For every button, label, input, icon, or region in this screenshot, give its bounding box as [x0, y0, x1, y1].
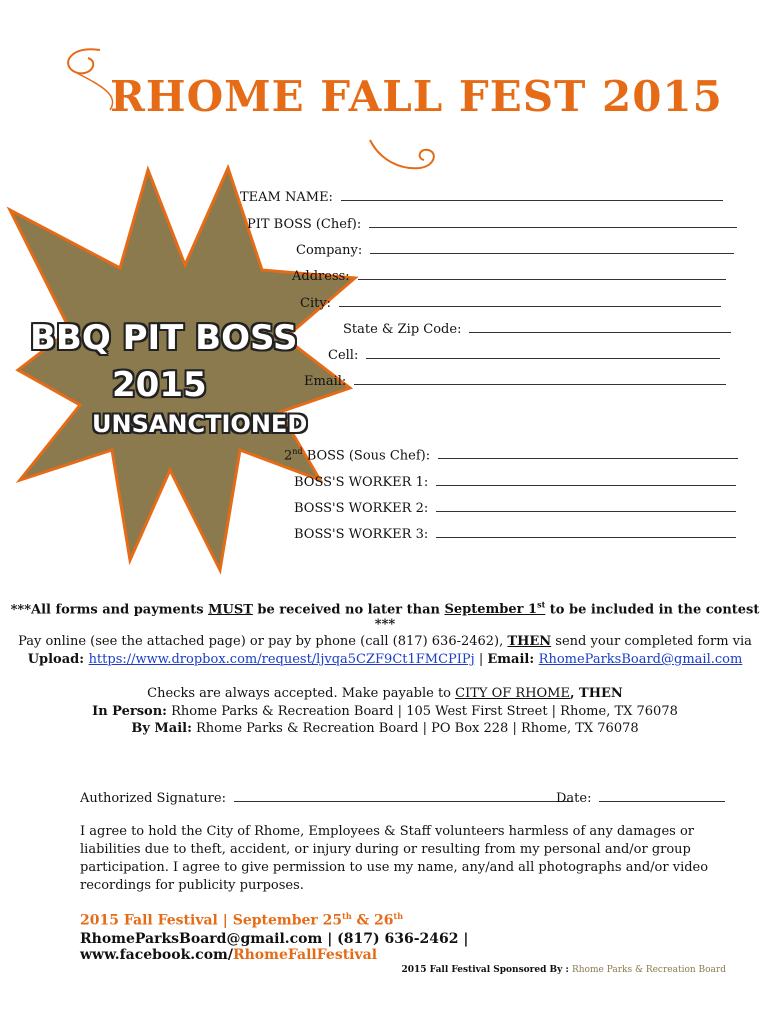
- festival-dates: 2015 Fall Festival | September 25th & 26th: [80, 911, 404, 929]
- field-worker-1[interactable]: [294, 474, 736, 490]
- payment-line-1: Pay online (see the attached page) or pay by phone (call (817) 636-2462), THEN send your completed form via: [18, 634, 752, 649]
- field-state-zip[interactable]: [343, 321, 731, 337]
- field-worker-2[interactable]: [294, 500, 736, 516]
- signature-label: Authorized Signature:: [80, 791, 226, 806]
- contact-line: RhomeParksBoard@gmail.com | (817) 636-2462 | www.facebook.com/RhomeFallFestival: [80, 931, 469, 963]
- company-label: Company:: [296, 243, 363, 258]
- checks-line: Checks are always accepted. Make payable to CITY OF RHOME, THEN: [147, 686, 623, 701]
- page-title: RHOME FALL FEST 2015: [110, 72, 723, 121]
- email-link[interactable]: RhomeParksBoard@gmail.com: [538, 652, 743, 667]
- field-email[interactable]: [304, 373, 726, 389]
- cell-label: Cell:: [328, 348, 359, 363]
- in-person-line: In Person: Rhome Parks & Recreation Board | 105 West First Street | Rhome, TX 76078: [92, 704, 678, 719]
- badge-line2: 2015: [112, 365, 207, 405]
- field-company[interactable]: [296, 242, 734, 258]
- pit-boss-label: PIT BOSS (Chef):: [247, 217, 362, 232]
- field-second-boss[interactable]: [284, 447, 738, 463]
- worker-2-label: BOSS'S WORKER 2:: [294, 501, 429, 516]
- date-label: Date:: [556, 791, 592, 806]
- worker-1-label: BOSS'S WORKER 1:: [294, 475, 429, 490]
- worker-3-label: BOSS'S WORKER 3:: [294, 527, 429, 542]
- field-worker-3[interactable]: [294, 526, 736, 542]
- badge-line3: UNSANCTIONED: [92, 410, 308, 438]
- date-field[interactable]: [556, 790, 725, 806]
- second-boss-sup: nd: [292, 447, 303, 456]
- field-city[interactable]: [300, 295, 721, 311]
- address-label: Address:: [292, 269, 350, 284]
- waiver-text: I agree to hold the City of Rhome, Employees & Staff volunteers harmless of any damages or liabilities due to theft, accident, or injury during or resulting from my personal and/or group participation. I agree to give permission to use my name, any/and all photographs and/or video recordings for publicity purposes.: [80, 824, 709, 893]
- dropbox-link[interactable]: https://www.dropbox.com/request/ljvqa5CZF9Ct1FMCPIPj: [88, 652, 475, 667]
- second-boss-label: 2: [284, 448, 293, 464]
- by-mail-line: By Mail: Rhome Parks & Recreation Board | PO Box 228 | Rhome, TX 76078: [131, 721, 639, 736]
- second-boss-label-post: BOSS (Sous Chef):: [302, 448, 431, 464]
- field-address[interactable]: [292, 268, 726, 284]
- badge-line1: BBQ PIT BOSS: [30, 318, 298, 358]
- signature-field[interactable]: [80, 790, 572, 806]
- field-team-name[interactable]: [240, 189, 723, 205]
- field-cell[interactable]: [328, 347, 720, 363]
- email-label: Email:: [304, 374, 347, 389]
- deadline-notice: ***All forms and payments MUST be received no later than September 1st to be included in the contest ***: [10, 600, 760, 633]
- state-zip-label: State & Zip Code:: [343, 322, 462, 337]
- field-pit-boss[interactable]: [247, 216, 737, 232]
- payment-line-2: Upload: https://www.dropbox.com/request/ljvqa5CZF9Ct1FMCPIPj | Email: RhomeParksBoard@gmail.com: [27, 652, 743, 667]
- sponsor-line: 2015 Fall Festival Sponsored By : Rhome Parks & Recreation Board: [401, 965, 726, 975]
- team-name-label: TEAM NAME:: [240, 190, 333, 205]
- city-label: City:: [300, 296, 332, 311]
